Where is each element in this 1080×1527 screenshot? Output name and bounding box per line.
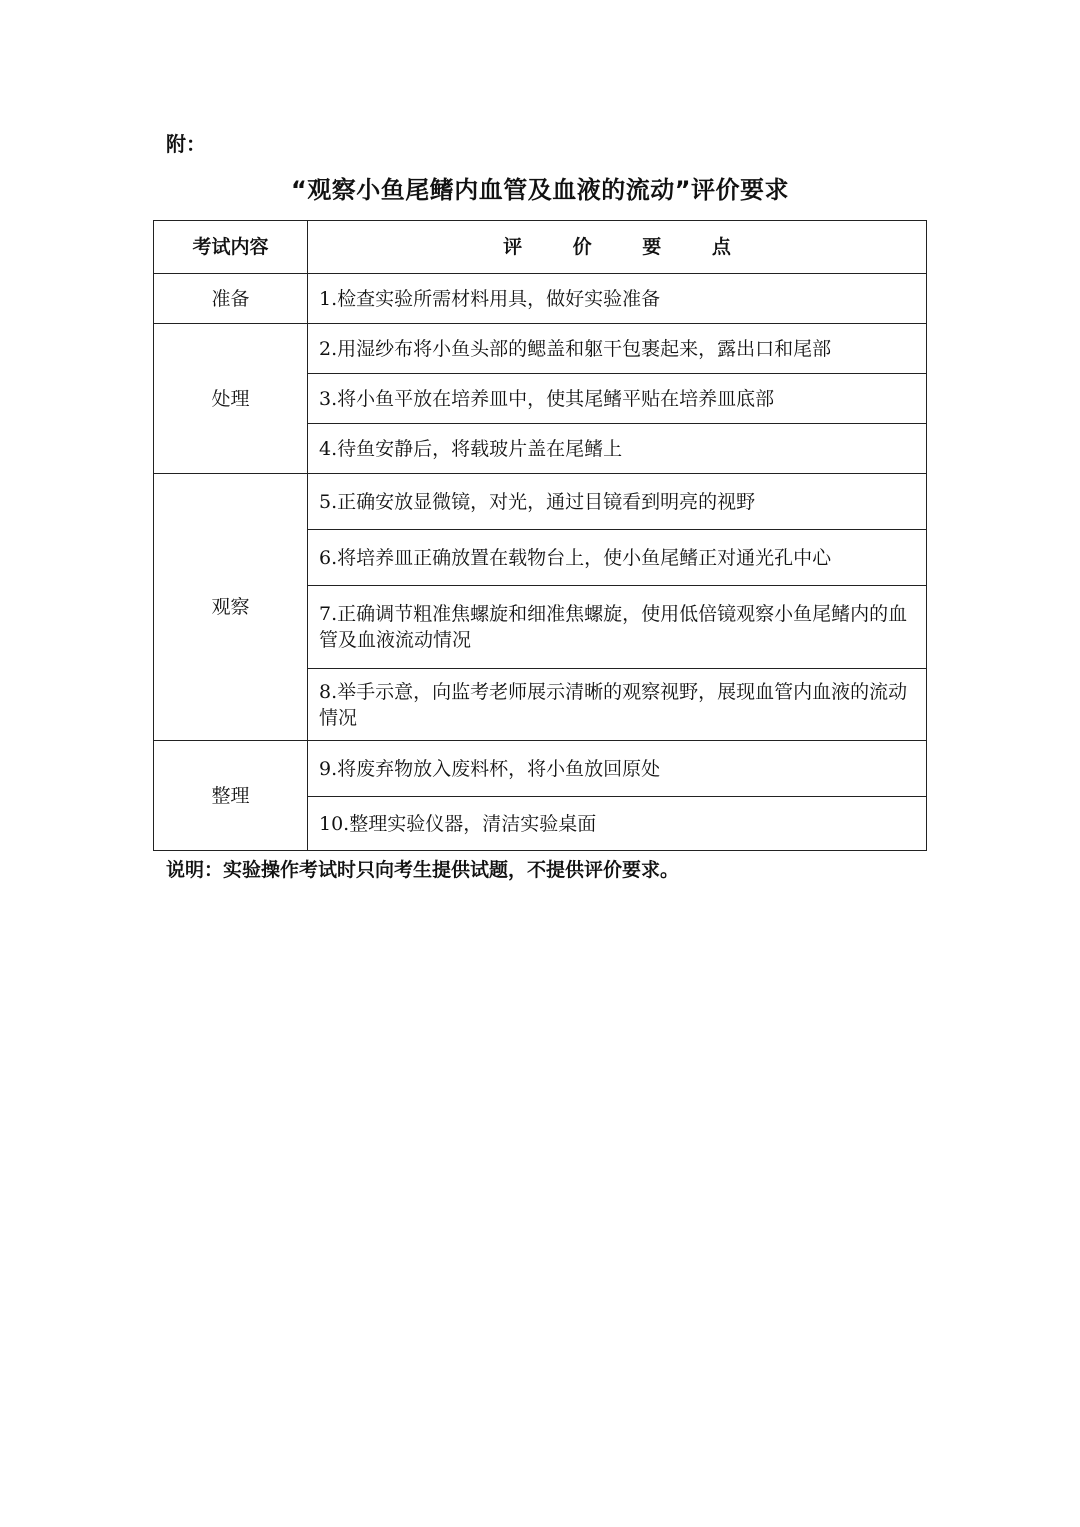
category-process: 处理 [154, 324, 308, 474]
criteria-item: 1.检查实验所需材料用具，做好实验准备 [308, 274, 927, 324]
category-tidy: 整理 [154, 741, 308, 851]
table-row [154, 324, 927, 374]
category-prepare: 准备 [154, 274, 308, 324]
criteria-item: 4.待鱼安静后，将载玻片盖在尾鳍上 [308, 424, 927, 474]
table-header-row [154, 221, 927, 274]
header-evaluation-points: 评 价 要 点 [308, 221, 927, 274]
table-row [154, 741, 927, 797]
criteria-item: 9.将废弃物放入废料杯，将小鱼放回原处 [308, 741, 927, 797]
criteria-item: 2.用湿纱布将小鱼头部的鳃盖和躯干包裹起来，露出口和尾部 [308, 324, 927, 374]
criteria-item: 6.将培养皿正确放置在载物台上，使小鱼尾鳍正对通光孔中心 [308, 530, 927, 586]
annex-label: 附： [166, 132, 206, 156]
criteria-item: 8.举手示意，向监考老师展示清晰的观察视野，展现血管内血液的流动情况 [308, 669, 927, 741]
criteria-item: 3.将小鱼平放在培养皿中，使其尾鳍平贴在培养皿底部 [308, 374, 927, 424]
evaluation-table [153, 220, 927, 851]
criteria-item: 5.正确安放显微镜，对光，通过目镜看到明亮的视野 [308, 474, 927, 530]
explanation-note: 说明：实验操作考试时只向考生提供试题，不提供评价要求。 [166, 859, 680, 881]
criteria-item: 10.整理实验仪器，清洁实验桌面 [308, 797, 927, 851]
category-observe: 观察 [154, 474, 308, 741]
criteria-item: 7.正确调节粗准焦螺旋和细准焦螺旋，使用低倍镜观察小鱼尾鳍内的血管及血液流动情况 [308, 586, 927, 669]
header-exam-content: 考试内容 [154, 221, 308, 274]
table-row [154, 274, 927, 324]
document-title: “观察小鱼尾鳍内血管及血液的流动”评价要求 [290, 176, 790, 204]
table-row [154, 474, 927, 530]
